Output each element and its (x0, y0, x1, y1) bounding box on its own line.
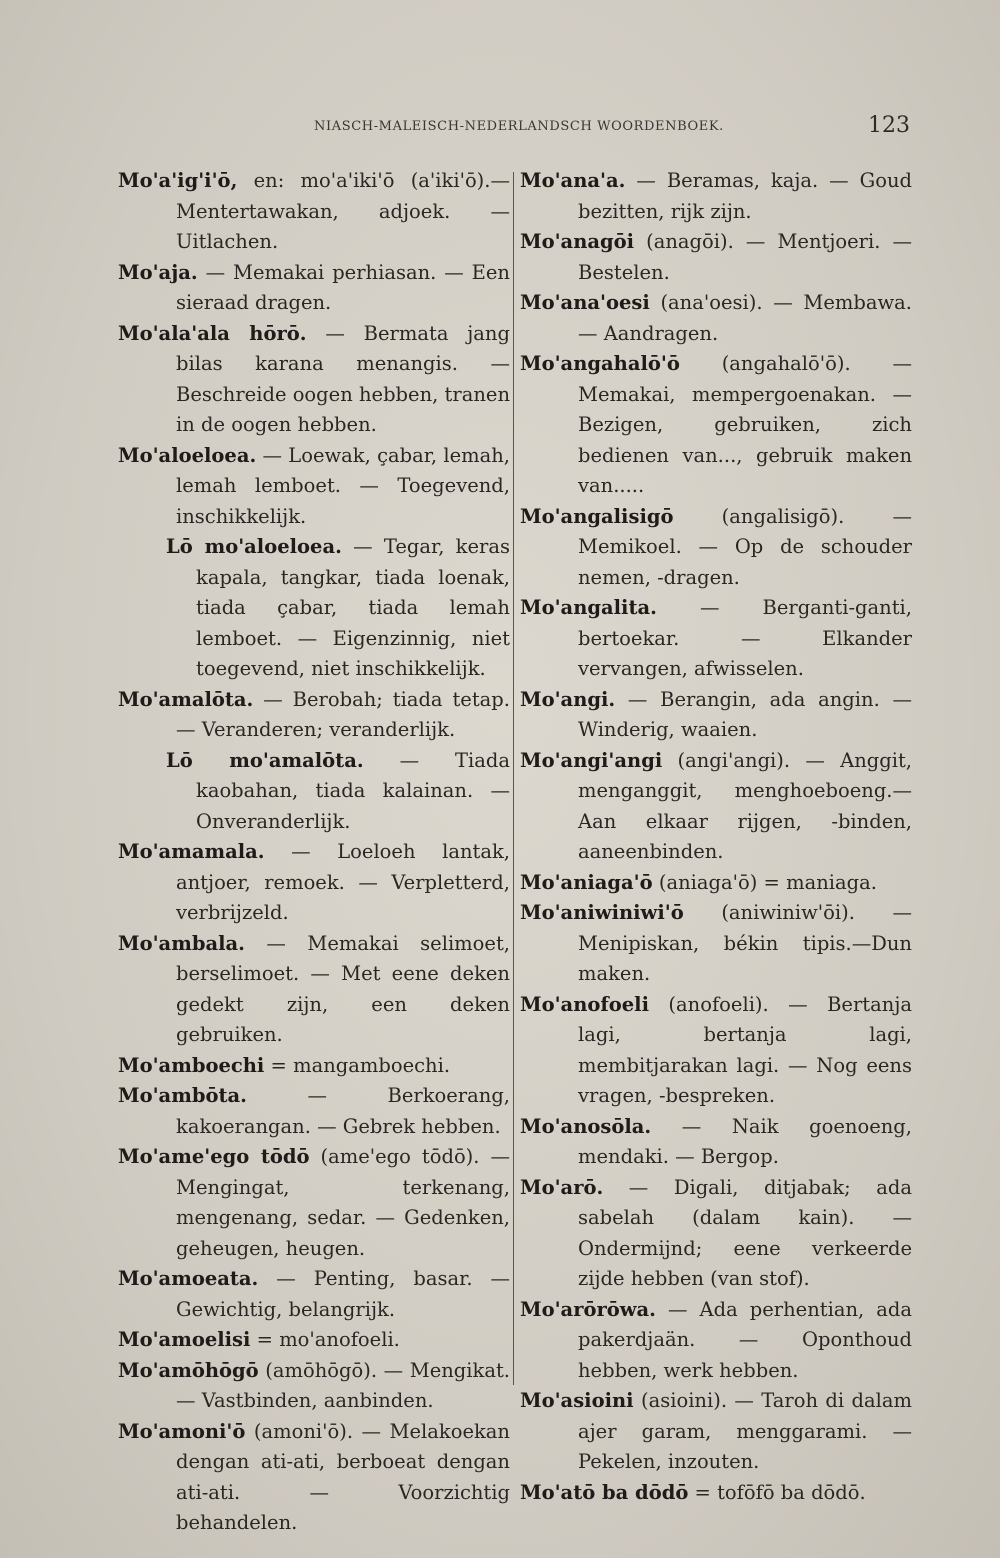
entry-headword: Mo'a'ig'i'ō, (118, 169, 238, 192)
entry-definition: = mo'anofoeli. (250, 1328, 400, 1351)
entry-headword: Mo'atō ba dōdō (520, 1480, 689, 1504)
entry-headword: Mo'angahalō'ō (520, 352, 680, 375)
entry-definition: — Bermata jang bilas karana menangis. — Beschreide oogen hebben, tranen in de oogen hebben. (176, 321, 510, 436)
entry-headword: Mo'amoelisi (118, 1328, 251, 1351)
entry-headword: Mo'ambōta. (118, 1084, 247, 1107)
dictionary-entry (118, 1356, 510, 1417)
entry-definition: — Berobah; tiada tetap. — Veranderen; veranderlijk. (176, 687, 510, 741)
dictionary-entry (118, 1325, 510, 1356)
entry-definition: en: mo'a'iki'ō (a'iki'ō).—Mentertawakan, adjoek. — Uitlachen. (176, 169, 510, 253)
entry-definition: — Tiada kaobahan, tiada kalainan. — Onveranderlijk. (196, 748, 510, 833)
dictionary-entry (118, 685, 510, 746)
dictionary-entry (520, 227, 912, 288)
entry-headword: Mo'angi. (520, 687, 616, 711)
dictionary-entry (520, 593, 912, 685)
dictionary-entry (118, 1417, 510, 1539)
right-column (520, 166, 912, 1508)
entry-headword: Mo'amoeata. (118, 1267, 259, 1290)
dictionary-entry (118, 746, 510, 838)
entry-definition: (amōhōgō). — Mengikat. — Vastbinden, aanbinden. (176, 1358, 510, 1412)
entry-definition: = tofōfō ba dōdō. (688, 1480, 866, 1504)
entry-definition: — Penting, basar. — Gewichtig, belangrijk. (176, 1267, 510, 1321)
entry-definition: — Beramas, kaja. — Goud bezitten, rijk zijn. (578, 169, 912, 223)
entry-definition: — Loewak, çabar, lemah, lemah lemboet. — Toegevend, inschikkelijk. (176, 443, 510, 528)
entry-headword: Lō mo'aloeloea. (166, 535, 342, 558)
entry-headword: Mo'angalisigō (520, 504, 674, 528)
dictionary-entry (520, 685, 912, 746)
running-head (0, 113, 1000, 143)
entry-definition: (ame'ego tōdō). — Mengingat, terkenang, mengenang, sedar. — Gedenken, geheugen, heugen. (176, 1145, 510, 1260)
entry-definition: (angahalō'ō). — Memakai, mempergoenakan. — Bezigen, gebruiken, zich bedienen van..., gebruik maken van..... (578, 352, 912, 497)
dictionary-entry (520, 898, 912, 990)
dictionary-entry (520, 1478, 912, 1509)
entry-definition: — Naik goenoeng, mendaki. — Bergop. (578, 1114, 912, 1168)
entry-headword: Mo'anagōi (520, 230, 635, 253)
dictionary-entry (118, 1051, 510, 1082)
entry-definition: — Berkoerang, kakoerangan. — Gebrek hebben. (176, 1084, 510, 1138)
dictionary-entry (520, 1386, 912, 1478)
dictionary-entry (520, 1173, 912, 1295)
entry-definition: — Ada perhentian, ada pakerdjaän. — Oponthoud hebben, werk hebben. (578, 1297, 912, 1382)
entry-headword: Mo'ala'ala hōrō. (118, 321, 307, 345)
entry-headword: Mo'ana'a. (520, 169, 626, 192)
page-number: 123 (868, 113, 910, 138)
entry-headword: Mo'asioini (520, 1389, 634, 1412)
dictionary-entry (520, 288, 912, 349)
entry-definition: — Memakai perhiasan. — Een sieraad dragen. (176, 260, 510, 314)
entry-headword: Mo'angi'angi (520, 748, 663, 772)
entry-headword: Mo'aniwiniwi'ō (520, 901, 684, 924)
dictionary-entry (118, 929, 510, 1051)
entry-definition: — Memakai selimoet, berselimoet. — Met eene deken gedekt zijn, een deken gebruiken. (176, 931, 510, 1046)
entry-headword: Mo'anosōla. (520, 1114, 652, 1138)
dictionary-entry (118, 532, 510, 685)
entry-headword: Mo'amamala. (118, 840, 265, 863)
dictionary-entry (520, 502, 912, 594)
entry-headword: Mo'ana'oesi (520, 291, 650, 314)
dictionary-entry (118, 441, 510, 533)
dictionary-entry (118, 837, 510, 929)
dictionary-entry (520, 1295, 912, 1387)
entry-definition: (angalisigō). — Memikoel. — Op de schouder nemen, -dragen. (578, 504, 912, 589)
dictionary-entry (520, 990, 912, 1112)
entry-headword: Lō mo'amalōta. (166, 748, 364, 772)
entry-definition: (anagōi). — Mentjoeri. — Bestelen. (578, 230, 912, 284)
dictionary-entry (520, 349, 912, 502)
dictionary-entry (520, 166, 912, 227)
entry-definition: (aniwiniw'ōi). — Menipiskan, békin tipis.—Dun maken. (578, 901, 912, 985)
entry-definition: = mangamboechi. (264, 1053, 451, 1077)
entry-definition: — Tegar, keras kapala, tangkar, tiada loenak, tiada çabar, tiada lemah lemboet. — Eigenzinnig, niet toegevend, niet inschikkelijk. (196, 535, 510, 680)
dictionary-entry (118, 319, 510, 441)
entry-headword: Mo'amalōta. (118, 687, 254, 711)
entry-headword: Mo'arōrōwa. (520, 1297, 656, 1321)
entry-definition: (anofoeli). — Bertanja lagi, bertanja lagi, membitjarakan lagi. — Nog eens vragen, -bespreken. (578, 992, 912, 1107)
entry-definition: — Digali, ditjabak; ada sabelah (dalam kain). — Ondermijnd; eene verkeerde zijde hebben (van stof). (578, 1175, 912, 1290)
left-column (118, 166, 510, 1539)
dictionary-entry (118, 166, 510, 258)
entry-headword: Mo'ambala. (118, 931, 245, 955)
dictionary-entry (520, 746, 912, 868)
dictionary-entry (118, 1081, 510, 1142)
running-title: NIASCH-MALEISCH-NEDERLANDSCH WOORDENBOEK. (314, 119, 724, 134)
entry-headword: Mo'amōhōgō (118, 1358, 259, 1382)
entry-definition: — Berangin, ada angin. — Winderig, waaien. (578, 687, 912, 741)
entry-definition: (aniaga'ō) = maniaga. (652, 870, 877, 894)
entry-definition: — Loeloeh lantak, antjoer, remoek. — Verpletterd, verbrijzeld. (176, 840, 510, 924)
entry-definition: (angi'angi). — Anggit, menganggit, menghoeboeng.—Aan elkaar rijgen, -binden, aaneenbinden. (578, 748, 912, 863)
dictionary-entry (520, 1112, 912, 1173)
entry-headword: Mo'amboechi (118, 1053, 265, 1077)
column-divider (513, 172, 514, 1385)
dictionary-entry (118, 1142, 510, 1264)
entry-definition: (ana'oesi). — Membawa. — Aandragen. (578, 291, 912, 345)
entry-headword: Mo'aniaga'ō (520, 870, 653, 894)
entry-definition: (asioini). — Taroh di dalam ajer garam, menggarami. — Pekelen, inzouten. (578, 1389, 912, 1473)
entry-headword: Mo'aloeloea. (118, 443, 257, 467)
entry-headword: Mo'amoni'ō (118, 1419, 246, 1443)
entry-headword: Mo'arō. (520, 1175, 604, 1199)
entry-headword: Mo'ame'ego tōdō (118, 1145, 310, 1168)
entry-definition: — Berganti-ganti, bertoekar. — Elkander vervangen, afwisselen. (578, 596, 912, 680)
entry-definition: (amoni'ō). — Melakoekan dengan ati-ati, berboeat dengan ati-ati. — Voorzichtig behandelen. (176, 1419, 510, 1534)
dictionary-entry (118, 1264, 510, 1325)
entry-headword: Mo'aja. (118, 260, 198, 284)
entry-headword: Mo'angalita. (520, 596, 657, 619)
dictionary-entry (118, 258, 510, 319)
dictionary-entry (520, 868, 912, 899)
entry-headword: Mo'anofoeli (520, 992, 649, 1016)
